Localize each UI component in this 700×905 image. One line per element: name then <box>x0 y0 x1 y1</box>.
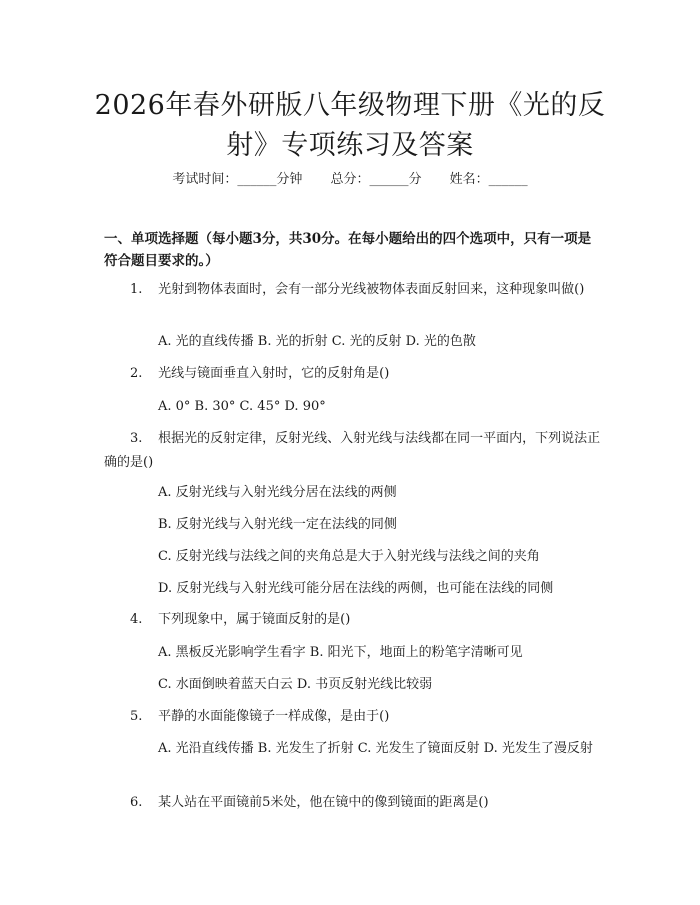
question-text: 平静的水面能像镜子一样成像，是由于() <box>158 709 390 724</box>
question-number: 4. <box>130 612 143 627</box>
exam-time: 考试时间：______分钟 <box>172 172 303 187</box>
option-line: A. 光沿直线传播 B. 光发生了折射 C. 光发生了镜面反射 D. 光发生了漫反射 <box>158 741 593 756</box>
question-3 <box>104 427 602 475</box>
exam-meta <box>0 168 700 187</box>
option-line: B. 反射光线与入射光线一定在法线的同侧 <box>158 517 397 532</box>
title-line-2: 射》专项练习及答案 <box>226 130 474 161</box>
section-heading: 一、单项选择题（每小题3分，共30分。在每小题给出的四个选项中，只有一项是符合题目要求的。） <box>104 231 592 269</box>
question-number: 6. <box>130 795 143 810</box>
question-3-option-a <box>104 481 602 505</box>
question-4-option-ab <box>104 641 602 665</box>
question-text: 根据光的反射定律，反射光线、入射光线与法线都在同一平面内，下列说法正确的是() <box>104 431 601 470</box>
option-line: A. 黑板反光影响学生看字 B. 阳光下，地面上的粉笔字清晰可见 <box>158 645 523 660</box>
exam-score: 总分：______分 <box>330 172 422 187</box>
option-line: C. 水面倒映着蓝天白云 D. 书页反射光线比较弱 <box>158 677 433 692</box>
question-text: 某人站在平面镜前5米处，他在镜中的像到镜面的距离是() <box>158 795 489 810</box>
option-line: C. 反射光线与法线之间的夹角总是大于入射光线与法线之间的夹角 <box>158 549 540 564</box>
question-6 <box>104 791 602 815</box>
question-1 <box>104 278 602 302</box>
question-number: 2. <box>130 366 143 381</box>
title-line-1: 2026年春外研版八年级物理下册《光的反 <box>94 90 606 121</box>
question-4-option-cd <box>104 673 602 697</box>
question-5-options <box>104 737 602 761</box>
option-line: D. 反射光线与入射光线可能分居在法线的两侧，也可能在法线的同侧 <box>158 581 554 596</box>
option-line: A. 反射光线与入射光线分居在法线的两侧 <box>158 485 397 500</box>
question-number: 5. <box>130 709 143 724</box>
question-number: 1. <box>130 282 143 297</box>
question-text: 光线与镜面垂直入射时，它的反射角是() <box>158 366 390 381</box>
option-line: A. 0° B. 30° C. 45° D. 90° <box>158 399 326 414</box>
question-5 <box>104 705 602 729</box>
student-name: 姓名：______ <box>449 172 528 187</box>
document-title <box>60 86 640 166</box>
question-text: 光射到物体表面时，会有一部分光线被物体表面反射回来，这种现象叫做() <box>158 282 585 297</box>
option-line: A. 光的直线传播 B. 光的折射 C. 光的反射 D. 光的色散 <box>158 334 476 349</box>
question-1-options <box>104 330 602 354</box>
question-2-options <box>104 395 602 419</box>
question-3-option-b <box>104 513 602 537</box>
question-3-option-c <box>104 545 602 569</box>
question-number: 3. <box>130 431 143 446</box>
question-3-option-d <box>104 577 602 601</box>
question-2 <box>104 362 602 386</box>
question-4 <box>104 608 602 632</box>
question-text: 下列现象中，属于镜面反射的是() <box>158 612 351 627</box>
